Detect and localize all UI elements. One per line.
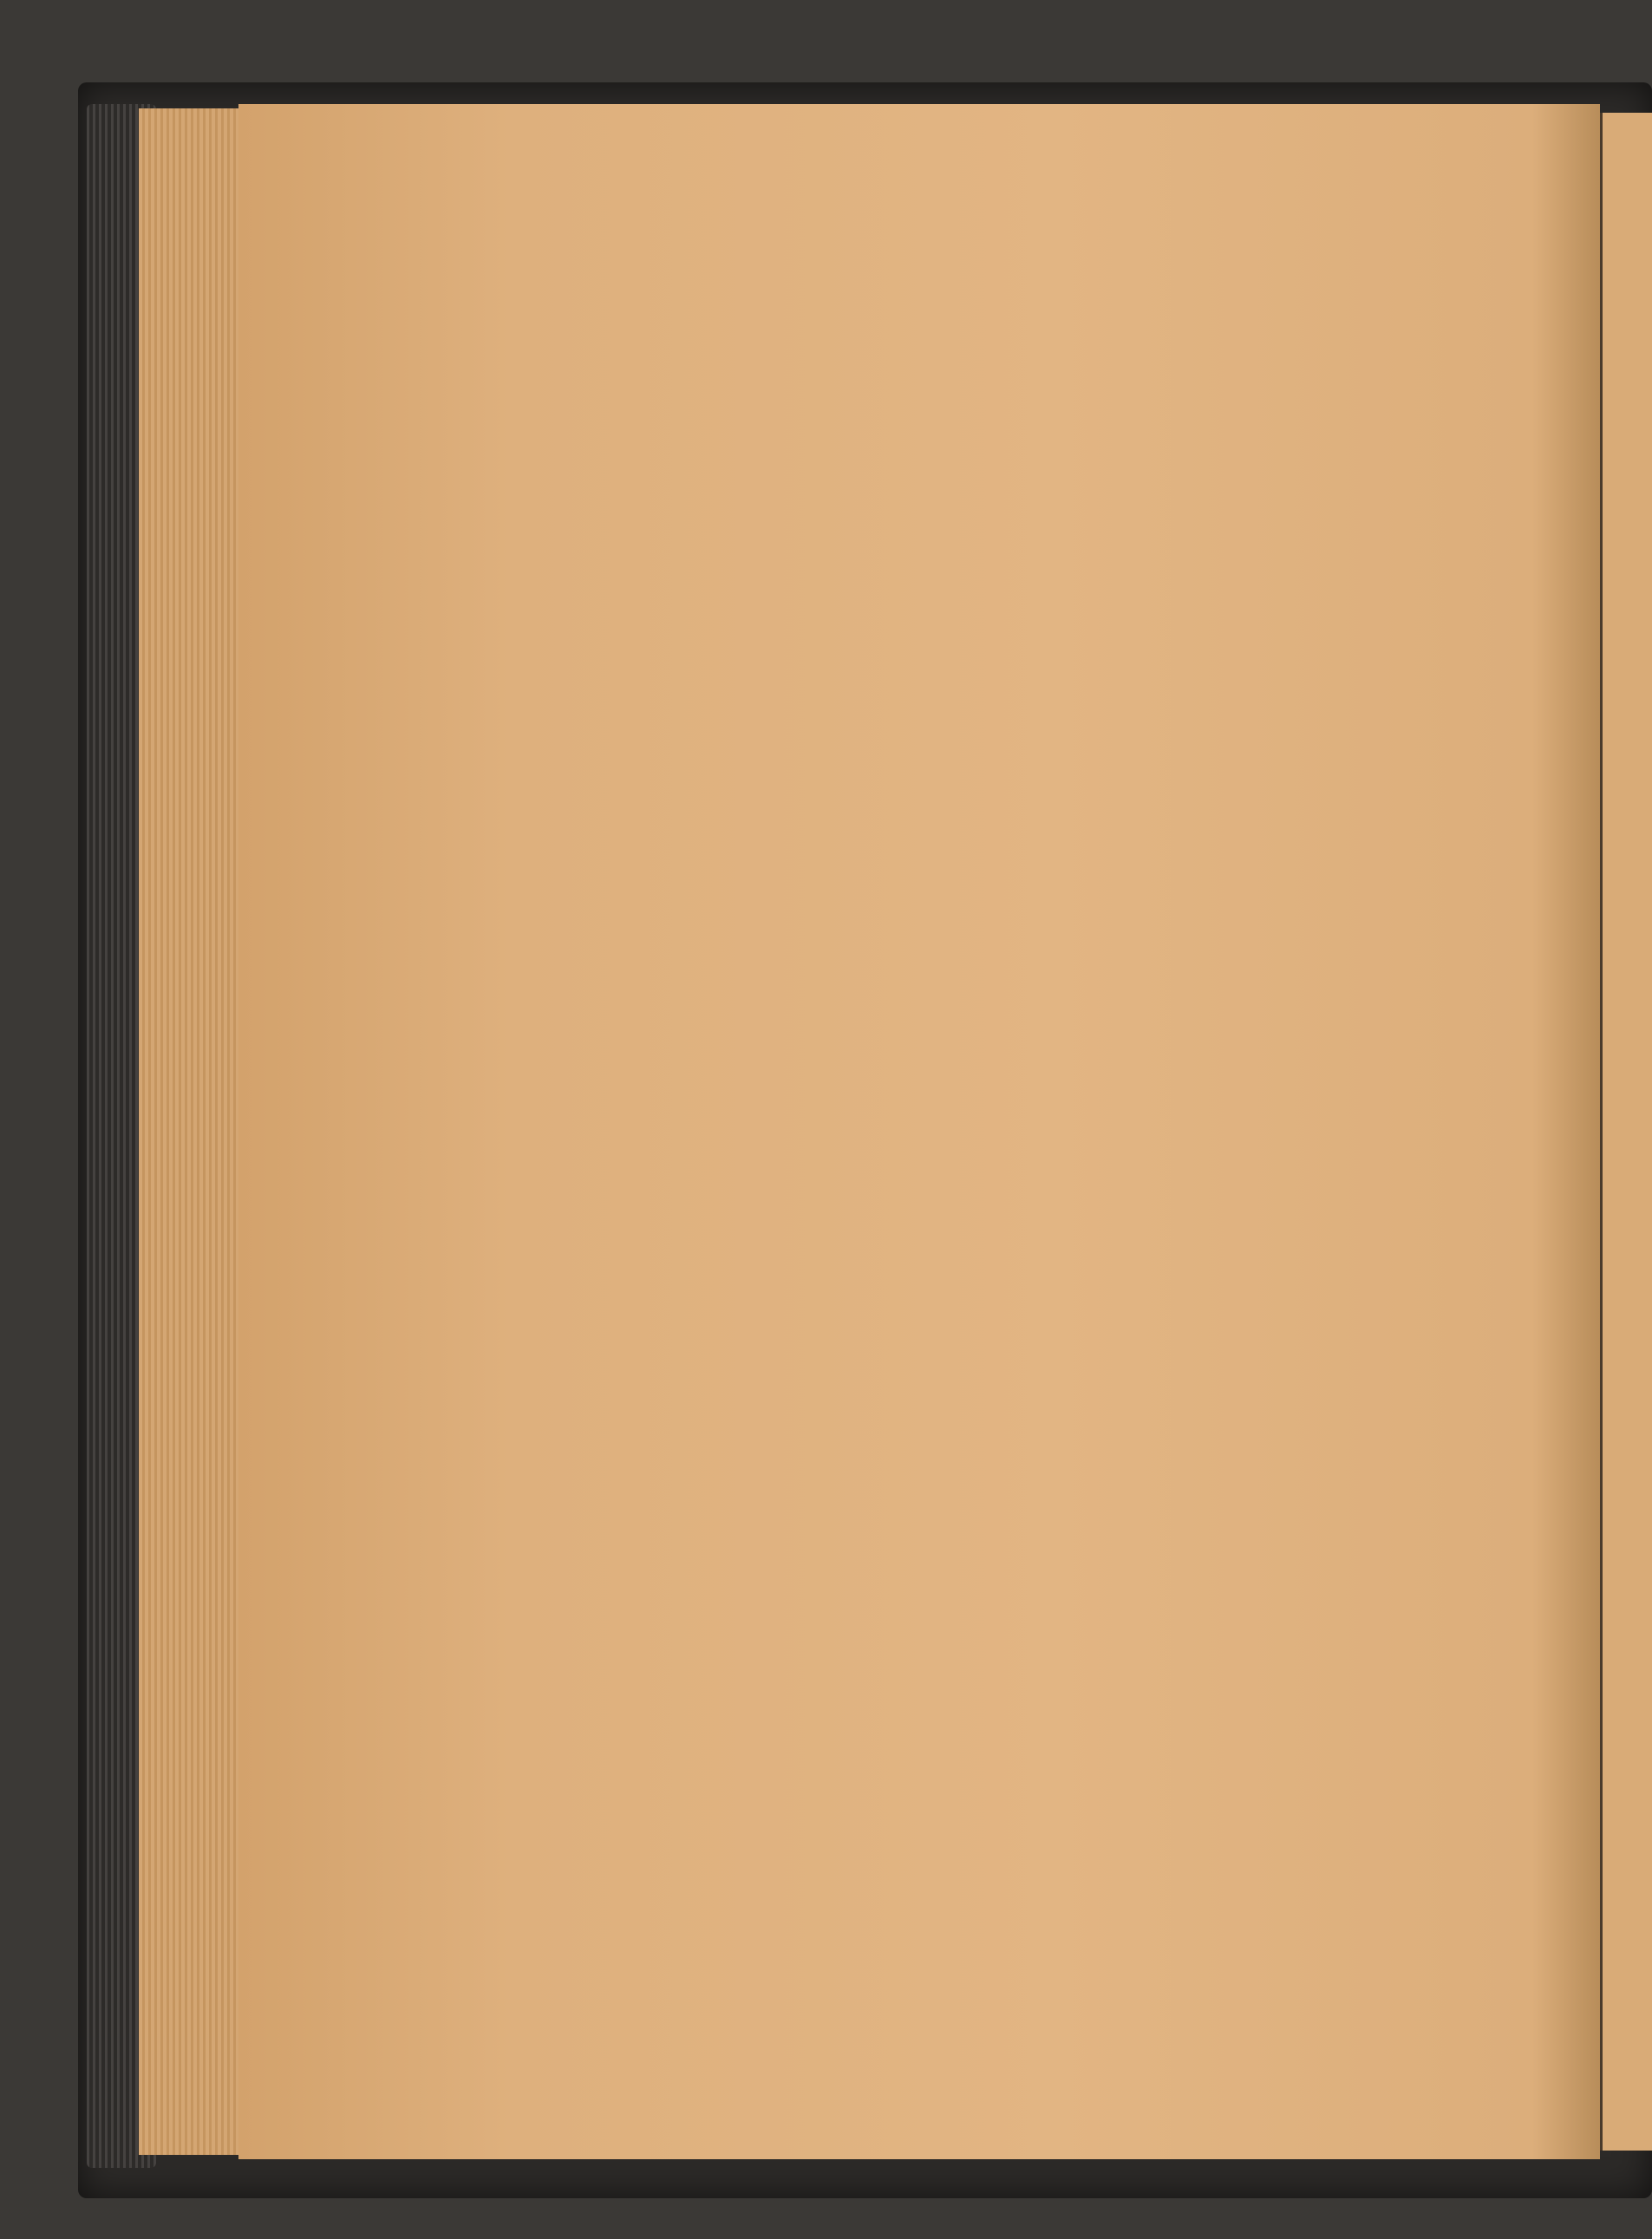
book-page — [238, 104, 1600, 2159]
facing-page — [1600, 113, 1652, 2151]
